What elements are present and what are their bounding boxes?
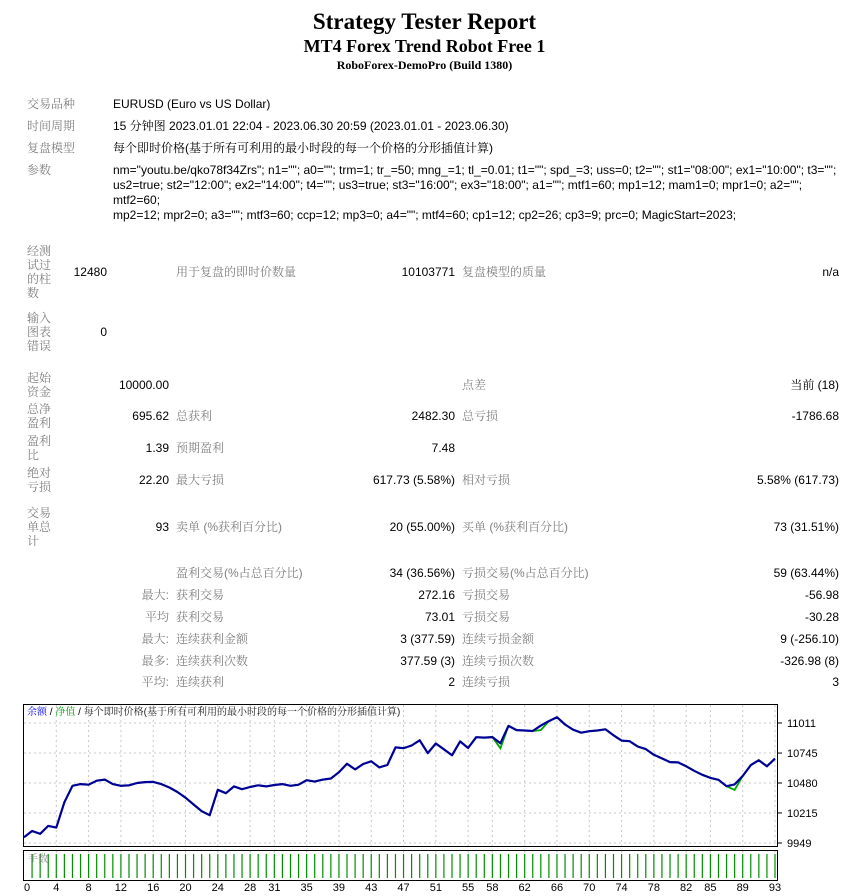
stat-cell: 73 (31.51%) xyxy=(773,520,839,534)
stat-row xyxy=(27,240,839,304)
chart-legend xyxy=(27,707,400,719)
stat-cell: 总亏损 xyxy=(462,409,499,423)
model-legend: 每个即时价格(基于所有可利用的最小时段的每一个价格的分形插值计算) xyxy=(83,707,401,718)
x-tick-label: 0 xyxy=(23,882,31,894)
stat-cell: 点差 xyxy=(462,378,487,392)
x-tick-label: 66 xyxy=(550,882,564,894)
stat-cell: 经测试过的柱数 xyxy=(27,244,52,300)
x-tick-label: 35 xyxy=(300,882,313,894)
x-tick-label: 12 xyxy=(114,882,128,894)
report-header xyxy=(0,0,849,73)
stat-cell: 连续亏损金额 xyxy=(462,632,535,646)
x-tick-label: 78 xyxy=(647,882,660,894)
stat-row xyxy=(27,432,839,464)
info-row xyxy=(27,119,849,141)
lots-panel-plot xyxy=(23,850,778,881)
x-tick-label: 43 xyxy=(365,882,378,894)
stat-cell xyxy=(169,304,345,360)
stat-cell: 20 (55.00%) xyxy=(389,520,455,534)
stat-cell: 0 xyxy=(100,325,107,339)
stat-cell xyxy=(455,432,661,464)
stat-cell: 10000.00 xyxy=(118,378,169,392)
stat-cell: 总净盈利 xyxy=(27,402,52,430)
stat-cell: 12480 xyxy=(73,265,107,279)
stat-cell: 获利交易 xyxy=(176,610,225,624)
x-tick-label: 58 xyxy=(486,882,499,894)
stat-cell: n/a xyxy=(822,265,839,279)
lots-panel xyxy=(23,850,849,881)
x-axis-labels xyxy=(23,881,849,896)
stat-cell: 93 xyxy=(155,520,169,534)
stat-cell: 2482.30 xyxy=(411,409,455,423)
info-row xyxy=(27,163,849,230)
stat-cell: 695.62 xyxy=(132,409,169,423)
svg-text:9949: 9949 xyxy=(787,838,812,847)
stat-row xyxy=(27,464,839,496)
stat-cell: 5.58% (617.73) xyxy=(756,473,839,487)
x-tick-label: 8 xyxy=(85,882,92,894)
stat-row xyxy=(27,304,839,360)
stat-row xyxy=(27,672,839,692)
stat-cell: 连续获利次数 xyxy=(176,654,249,668)
svg-text:10745: 10745 xyxy=(787,748,818,761)
stat-cell: -326.98 (8) xyxy=(780,654,839,668)
x-tick-label: 93 xyxy=(768,882,782,894)
x-tick-label: 89 xyxy=(736,882,749,894)
stat-cell xyxy=(27,672,71,692)
stat-cell xyxy=(345,370,455,400)
info-value: EURUSD (Euro vs US Dollar) xyxy=(113,97,271,111)
stat-cell: 盈利比 xyxy=(27,434,52,462)
stat-cell: 获利交易 xyxy=(176,588,225,602)
x-tick-label: 55 xyxy=(462,882,475,894)
stat-cell: 617.73 (5.58%) xyxy=(372,473,455,487)
stat-cell: 总获利 xyxy=(176,409,213,423)
server-build: RoboForex-DemoPro (Build 1380) xyxy=(336,58,513,72)
stat-cell: 2 xyxy=(448,675,455,689)
info-table xyxy=(27,97,849,230)
x-tick-label: 4 xyxy=(53,882,60,894)
stat-cell: 73.01 xyxy=(424,610,455,624)
stat-cell: 7.48 xyxy=(431,441,455,455)
ea-name: MT4 Forex Trend Robot Free 1 xyxy=(303,36,546,56)
stat-cell: 3 (377.59) xyxy=(400,632,455,646)
stat-cell xyxy=(661,432,839,464)
report-title: Strategy Tester Report xyxy=(312,9,537,34)
stat-cell: 绝对亏损 xyxy=(27,466,52,494)
info-value: 15 分钟图 2023.01.01 22:04 - 2023.06.30 20:59 (2023.01.01 - 2023.06.30) xyxy=(113,119,509,133)
stat-row xyxy=(27,370,839,400)
stat-cell xyxy=(661,304,839,360)
stat-cell: 亏损交易 xyxy=(462,610,511,624)
stat-cell: 最大亏损 xyxy=(176,473,225,487)
stat-cell: 当前 (18) xyxy=(790,378,839,392)
stat-cell: 连续亏损 xyxy=(462,675,511,689)
stat-cell: 平均: xyxy=(141,675,169,689)
x-tick-label: 62 xyxy=(518,882,531,894)
stat-cell: 亏损交易 xyxy=(462,588,511,602)
stat-cell: -1786.68 xyxy=(791,409,839,423)
stat-row xyxy=(27,650,839,672)
stat-cell: 连续亏损次数 xyxy=(462,654,535,668)
svg-text:10480: 10480 xyxy=(787,778,818,790)
info-row xyxy=(27,97,849,119)
info-label: 复盘模型 xyxy=(27,141,76,155)
info-label: 时间周期 xyxy=(27,119,76,133)
stat-cell: 59 (63.44%) xyxy=(773,566,839,580)
balance-chart xyxy=(23,704,849,847)
stat-cell: 预期盈利 xyxy=(176,441,225,455)
stat-cell: 起始资金 xyxy=(27,371,52,399)
stat-cell: 3 xyxy=(832,675,839,689)
stat-cell xyxy=(27,562,71,584)
stat-cell: 34 (36.56%) xyxy=(389,566,455,580)
stat-cell: -56.98 xyxy=(804,588,839,602)
stat-cell: 9 (-256.10) xyxy=(780,632,839,646)
x-tick-label: 16 xyxy=(147,882,160,894)
stat-cell: 交易单总计 xyxy=(27,506,52,548)
x-tick-label: 28 xyxy=(243,882,257,894)
stat-cell: 连续获利金额 xyxy=(176,632,249,646)
stat-cell: 输入图表错误 xyxy=(27,311,52,353)
sep: / xyxy=(75,707,84,718)
stat-cell: 1.39 xyxy=(145,441,169,455)
stat-cell: 亏损交易(%占总百分比) xyxy=(462,566,589,580)
stat-row xyxy=(27,628,839,650)
equity-legend: 净值 xyxy=(55,707,76,718)
x-tick-label: 82 xyxy=(680,882,693,894)
stat-cell xyxy=(71,562,169,584)
stat-row xyxy=(27,504,839,550)
stat-cell xyxy=(27,584,71,606)
svg-text:11011: 11011 xyxy=(787,718,816,730)
stat-cell xyxy=(27,606,71,628)
x-tick-label: 20 xyxy=(179,882,192,894)
stat-cell xyxy=(169,370,345,400)
stat-cell: 相对亏损 xyxy=(462,473,511,487)
stat-cell: 平均 xyxy=(144,610,169,624)
info-value: 每个即时价格(基于所有可利用的最小时段的每一个价格的分形插值计算) xyxy=(113,141,493,155)
x-tick-label: 85 xyxy=(704,882,717,894)
stat-cell: 377.59 (3) xyxy=(400,654,455,668)
stat-cell: 22.20 xyxy=(138,473,169,487)
spacer-row xyxy=(27,360,839,370)
x-tick-label: 51 xyxy=(429,882,442,894)
stat-row xyxy=(27,606,839,628)
svg-text:手数: 手数 xyxy=(28,854,48,865)
balance-chart-plot xyxy=(23,704,849,847)
x-tick-label: 74 xyxy=(615,882,628,894)
stat-cell xyxy=(27,650,71,672)
sep: / xyxy=(47,707,56,718)
x-tick-label: 39 xyxy=(332,882,346,894)
stat-cell: -30.28 xyxy=(804,610,839,624)
info-label: 交易品种 xyxy=(27,97,76,111)
info-value: nm="youtu.be/qko78f34Zrs"; n1=""; a0=""; trm=1; tr_=50; mng_=1; tl_=0.01; t1=""; spd_=3; uss=0; t2=""; st1="08:00"; ex1="10:00"; t3=""; us2=true; st2="12:00"; ex2="14:00"; t4=""; us3=true; st3="16:00"; ex3="18:00"; a1=""; mtf1=60; mp1=12; mam1=0; mpr1=0; a2=""; mtf2=60; mp2=12; mpr2=0; a3=""; mtf3=60; ccp=12; mp3=0; a4=""; mtf4=60; cp1=12; cp2=26; cp3=9; prc=0; MagicStart=2023; xyxy=(113,163,837,222)
stat-cell: 复盘模型的质量 xyxy=(462,265,547,279)
stat-row xyxy=(27,562,839,584)
stat-cell: 最多: xyxy=(141,654,169,668)
x-tick-label: 47 xyxy=(397,882,410,894)
info-row xyxy=(27,141,849,163)
stat-cell: 卖单 (%获利百分比) xyxy=(176,520,282,534)
spacer-row xyxy=(27,550,839,562)
stat-row xyxy=(27,400,839,432)
stat-cell: 连续获利 xyxy=(176,675,225,689)
stat-cell: 用于复盘的即时价数量 xyxy=(176,265,297,279)
x-tick-label: 31 xyxy=(268,882,281,894)
svg-text:10215: 10215 xyxy=(787,807,818,820)
balance-legend: 余额 xyxy=(27,707,47,718)
stat-cell xyxy=(455,304,661,360)
x-tick-label: 24 xyxy=(211,882,224,894)
stats-table xyxy=(27,240,839,692)
info-label: 参数 xyxy=(27,163,52,177)
spacer-row xyxy=(27,496,839,504)
stat-cell: 10103771 xyxy=(401,265,455,279)
stat-row xyxy=(27,584,839,606)
stat-cell: 买单 (%获利百分比) xyxy=(462,520,568,534)
x-tick-label: 70 xyxy=(583,882,596,894)
stat-cell: 最大: xyxy=(141,588,169,602)
stat-cell xyxy=(27,628,71,650)
stat-cell xyxy=(345,304,455,360)
stat-cell: 272.16 xyxy=(418,588,455,602)
stat-cell: 最大: xyxy=(141,632,169,646)
stat-cell: 盈利交易(%占总百分比) xyxy=(176,566,303,580)
